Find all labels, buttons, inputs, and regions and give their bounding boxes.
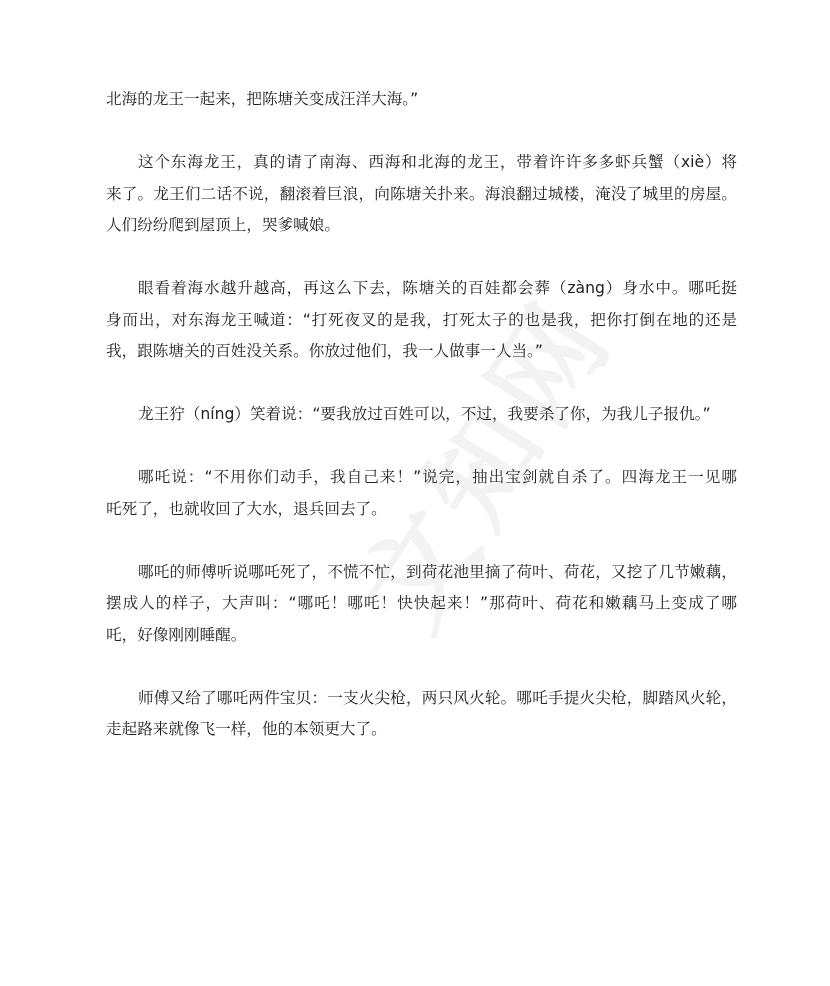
text-line: 龙王狞（níng）笑着说：“要我放过百姓可以，不过，我要杀了你，为我儿子报仇。” [138,405,711,423]
paragraph [106,273,737,368]
text-line: 北海的龙王一起来，把陈塘关变成汪洋大海。” [106,90,419,108]
paragraph [106,557,737,652]
text-line: 人们纷纷爬到屋顶上，哭爹喊娘。 [106,216,340,234]
text-line: 吒死了，也就收回了大水，退兵回去了。 [106,499,387,518]
text-line: 摆成人的样子，大声叫：“哪吒！哪吒！快快起来！”那荷叶、荷花和嫩藕马上变成了哪 [106,594,737,612]
text-line: 身而出，对东海龙王喊道：“打死夜叉的是我，打死太子的也是我，把你打倒在地的还是 [106,310,737,329]
paragraph [106,683,737,746]
document-page [106,84,737,777]
text-line: 走起路来就像飞一样，他的本领更大了。 [106,720,387,738]
paragraph [106,462,737,525]
text-line: 师傅又给了哪吒两件宝贝：一支火尖枪，两只风火轮。哪吒手提火尖枪，脚踏风火轮， [138,688,737,707]
text-line: 我，跟陈塘关的百姓没关系。你放过他们，我一人做事一人当。” [106,342,543,360]
paragraph [106,147,737,242]
paragraph [106,399,737,431]
text-line: 眼看着海水越升越高，再这么下去，陈塘关的百娃都会葬（zàng）身水中。哪吒挺 [138,279,737,297]
text-line: 这个东海龙王，真的请了南海、西海和北海的龙王，带着许许多多虾兵蟹（xiè）将 [138,153,737,171]
text-line: 哪吒说：“不用你们动手，我自己来！”说完，抽出宝剑就自杀了。四海龙王一见哪 [138,468,737,486]
text-line: 吒，好像刚刚睡醒。 [106,625,247,644]
text-line: 来了。龙王们二话不说，翻滚着巨浪，向陈塘关扑来。海浪翻过城楼，淹没了城里的房屋。 [106,184,737,203]
paragraph [106,84,737,116]
text-line: 哪吒的师傅听说哪吒死了，不慌不忙，到荷花池里摘了荷叶、荷花，又挖了几节嫩藕， [138,562,737,581]
